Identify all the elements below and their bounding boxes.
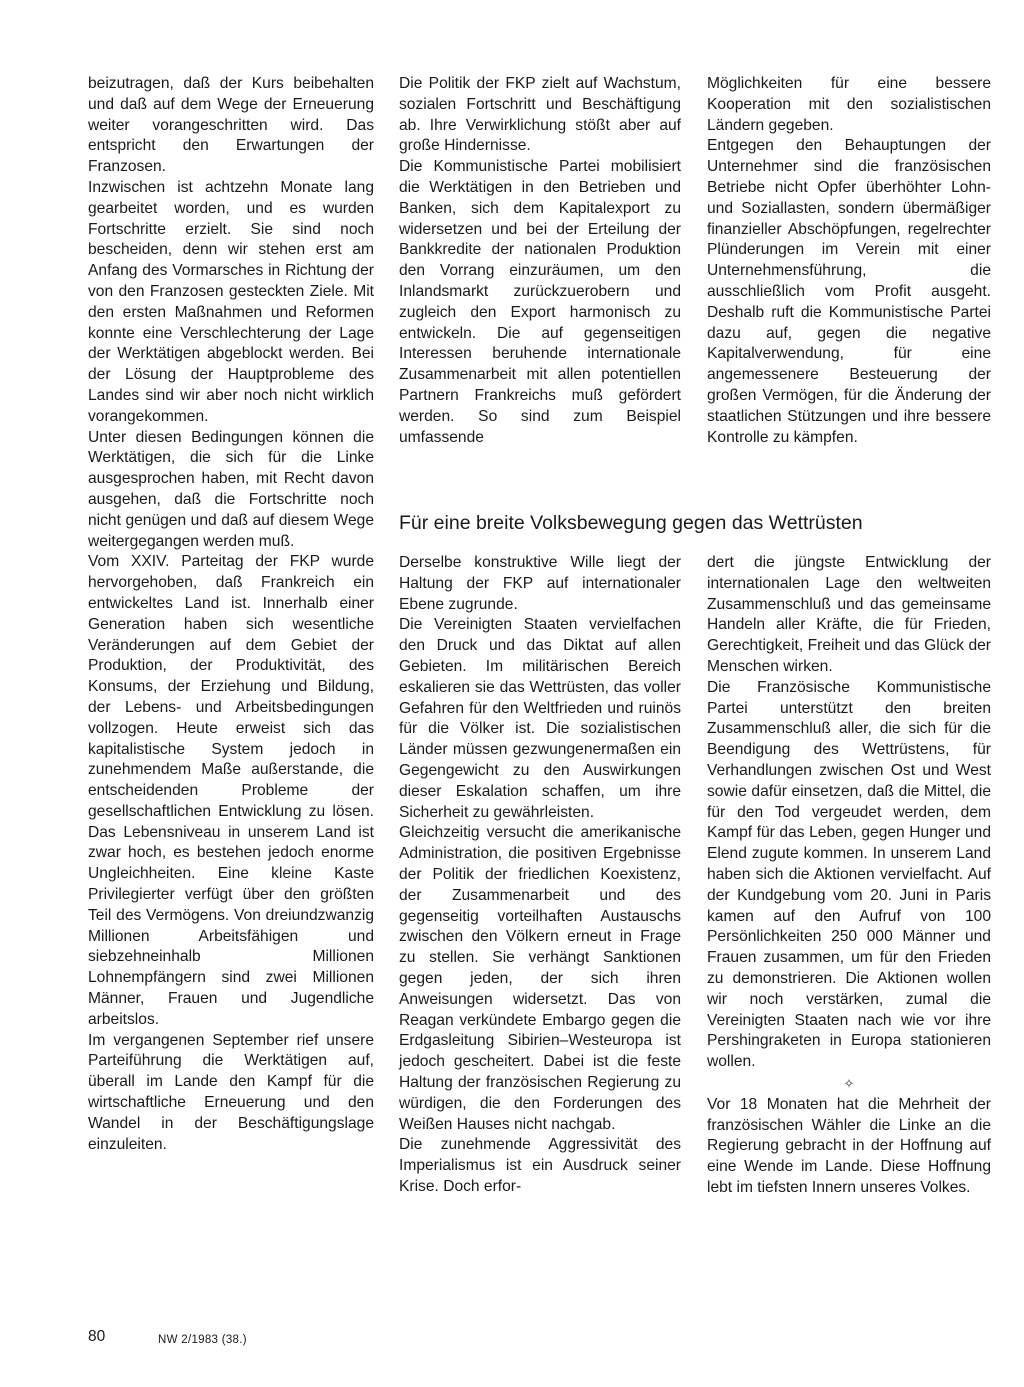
paragraph: beizutragen, daß der Kurs beibehalten und daß auf dem Wege der Erneuerung weiter vorangeschritten wird. Das entspricht den Erwartungen der Franzosen.: [88, 75, 374, 176]
paragraph: Vom XXIV. Parteitag der FKP wurde hervorgehoben, daß Frankreich ein entwickeltes Land ist. Innerhalb einer Generation haben sich wesentliche Veränderungen auf dem Gebiet der Produktion, der Produktivität, des Konsums, der Erziehung und Bildung, der Lebens- und Arbeitsbedingungen vollzogen. Heute erweist sich das kapitalistische System jedoch in zunehmendem Maße außerstande, die entscheidenden Probleme der gesellschaftlichen Entwicklung zu lösen. Das Lebensniveau in unserem Land ist zwar hoch, es bestehen jedoch enorme Ungleichheiten. Eine kleine Kaste Privilegierter verfügt über den größten Teil des Vermögens. Von dreiundzwanzig Millionen Arbeitsfähigen und siebzehneinhalb Millionen Lohnempfängern sind zwei Millionen Männer, Frauen und Jugendliche arbeitslos.: [88, 553, 374, 1028]
paragraph: Möglichkeiten für eine bessere Kooperation mit den sozialistischen Ländern gegeben.: [707, 75, 991, 134]
page-number: 80: [88, 1328, 106, 1345]
paragraph: Die Kommunistische Partei mobilisiert die Werktätigen in den Betrieben und Banken, sich dem Kapitalexport zu widersetzen und bei der Erteilung der Bankkredite der nationalen Produktion den Vorrang einzuräumen, um den Inlandsmarkt zurückzuerobern und zugleich den Export harmonisch zu entwickeln. Die auf gegenseitigen Interessen beruhende internationale Zusammenarbeit mit allen potentiellen Partnern Frankreichs muß gefördert werden. So sind zum Beispiel umfassende: [399, 158, 681, 446]
paragraph: dert die jüngste Entwicklung der internationalen Lage den weltweiten Zusammenschluß und das gemeinsame Handeln aller Kräfte, die für Frieden, Gerechtigkeit, Freiheit und das Glück der Menschen wirken.: [707, 554, 991, 675]
paragraph: Gleichzeitig versucht die amerikanische Administration, die positiven Ergebnisse der Politik der friedlichen Koexistenz, der Zusammenarbeit und des gegenseitig vorteilhaften Austauschs zwischen den Völkern erneut in Frage zu stellen. Sie verhängt Sanktionen gegen jeden, der sich ihren Anweisungen widersetzt. Das von Reagan verkündete Embargo gegen die Erdgasleitung Sibirien–Westeuropa ist jedoch gescheitert. Dabei ist die feste Haltung der französischen Regierung zu würdigen, die den Forderungen des Weißen Hauses nicht nachgab.: [399, 824, 681, 1133]
paragraph: Derselbe konstruktive Wille liegt der Haltung der FKP auf internationaler Ebene zugrunde.: [399, 554, 681, 613]
article-column-4: [399, 553, 681, 1198]
issue-reference: NW 2/1983 (38.): [158, 1334, 247, 1346]
section-separator-icon: ✧: [843, 1075, 855, 1091]
article-column-1: [88, 74, 374, 1155]
article-column-2: [399, 74, 681, 448]
paragraph: Unter diesen Bedingungen können die Werktätigen, die sich für die Linke ausgesprochen haben, mit Recht davon ausgehen, daß die Fortschritte noch nicht genügen und daß auf diesem Wege weitergegangen werden muß.: [88, 428, 374, 550]
section-heading: Für eine breite Volksbewegung gegen das Wettrüsten: [399, 512, 863, 534]
paragraph: Entgegen den Behauptungen der Unternehmer sind die französischen Betriebe nicht Opfer überhöhter Lohn- und Soziallasten, sondern übermäßiger finanzieller Abschöpfungen, regelrechter Plünderungen im Verein mit einer Unternehmensführung, die ausschließlich vom Profit ausgeht. Deshalb ruft die Kommunistische Partei dazu auf, gegen die negative Kapitalverwendung, für eine angemessenere Besteuerung der großen Vermögen, für die Änderung der staatlichen Stützungen und ihre bessere Kontrolle zu kämpfen.: [707, 137, 991, 446]
paragraph: Die Politik der FKP zielt auf Wachstum, sozialen Fortschritt und Beschäftigung ab. Ihre Verwirklichung stößt aber auf große Hindernisse.: [399, 75, 681, 155]
paragraph: Die zunehmende Aggressivität des Imperialismus ist ein Ausdruck seiner Krise. Doch erfor-: [399, 1136, 681, 1195]
article-column-3: [707, 74, 991, 448]
paragraph: Die Vereinigten Staaten vervielfachen den Druck und das Diktat auf allen Gebieten. Im militärischen Bereich eskalieren sie das Wettrüsten, das voller Gefahren für den Weltfrieden und ruinös für die Völker ist. Die sozialistischen Länder müssen gezwungenermaßen ein Gegengewicht zu den Auswirkungen dieser Eskalation schaffen, um ihre Sicherheit zu gewährleisten.: [399, 616, 681, 821]
paragraph: Im vergangenen September rief unsere Parteiführung die Werktätigen auf, überall im Lande den Kampf für die wirtschaftliche Erneuerung und den Wandel in der Beschäftigungslage einzuleiten.: [88, 1031, 374, 1153]
paragraph: Inzwischen ist achtzehn Monate lang gearbeitet worden, und es wurden Fortschritte erzielt. Sie sind noch bescheiden, denn wir stehen erst am Anfang des Vormarsches in Richtung der von den Franzosen gesteckten Ziele. Mit den ersten Maßnahmen und Reformen konnte eine Verschlechterung der Lage der Werktätigen abgeblockt werden. Bei der Lösung der Hauptprobleme des Landes sind wir aber noch nicht wirklich vorangekommen.: [88, 178, 374, 425]
paragraph: Die Französische Kommunistische Partei unterstützt den breiten Zusammenschluß aller, die sich für die Beendigung des Wettrüstens, für Verhandlungen zwischen Ost und West sowie dafür einsetzen, daß die Mittel, die für den Tod vergeudet werden, dem Kampf für das Leben, gegen Hunger und Elend zugute kommen. In unserem Land haben sich die Aktionen vervielfacht. Auf der Kundgebung vom 20. Juni in Paris kamen auf den Aufruf von 100 Persönlichkeiten 250 000 Männer und Frauen zusammen, um für den Frieden zu demonstrieren. Die Aktionen wollen wir noch verstärken, zumal die Vereinigten Staaten nach wie vor ihre Pershingraketen in Europa stationieren wollen.: [707, 678, 991, 1071]
article-column-5: [707, 553, 991, 1199]
paragraph: Vor 18 Monaten hat die Mehrheit der französischen Wähler die Linke an die Regierung gebracht in der Hoffnung auf eine Wende im Lande. Diese Hoffnung lebt im tiefsten Innern unseres Volkes.: [707, 1095, 991, 1196]
